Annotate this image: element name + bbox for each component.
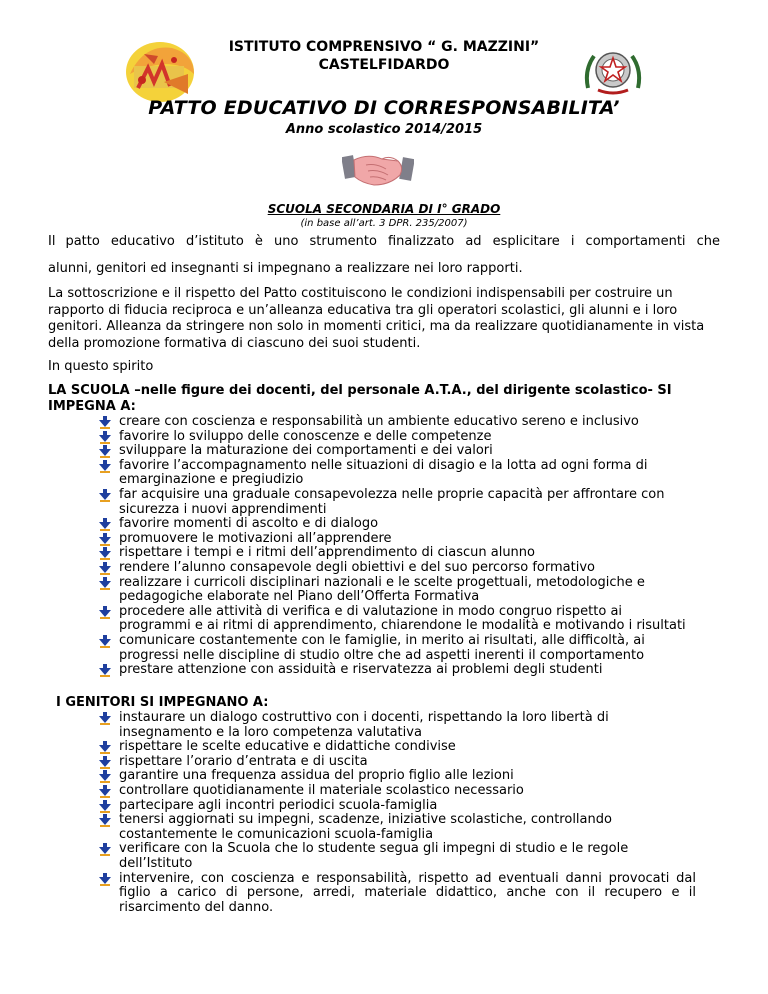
arrow-bullet-icon [99, 635, 111, 648]
arrow-bullet-icon [99, 712, 111, 725]
italian-republic-emblem-icon [582, 44, 644, 96]
arrow-bullet-icon [99, 489, 111, 502]
school-town: CASTELFIDARDO [318, 57, 450, 73]
list-item: promuovere le motivazioni all’apprendere [96, 532, 696, 547]
list-item: far acquisire una graduale consapevolezza nelle proprie capacità per affrontare con sicurezza i nuovi apprendimenti [96, 488, 696, 517]
arrow-bullet-icon [99, 770, 111, 783]
list-item: prestare attenzione con assiduità e riservatezza ai problemi degli studenti [96, 663, 696, 678]
arrow-bullet-icon [99, 547, 111, 560]
arrow-bullet-icon [99, 518, 111, 531]
list-item: rendere l’alunno consapevole degli obiettivi e del suo percorso formativo [96, 561, 696, 576]
list-item: creare con coscienza e responsabilità un ambiente educativo sereno e inclusivo [96, 415, 696, 430]
arrow-bullet-icon [99, 800, 111, 813]
school-level: SCUOLA SECONDARIA DI I° GRADO [267, 202, 501, 216]
spirit-line: In questo spirito [48, 359, 154, 374]
arrow-bullet-icon [99, 741, 111, 754]
list-item: favorire l’accompagnamento nelle situazioni di disagio e la lotta ad ogni forma di emarginazione e pregiudizio [96, 459, 696, 488]
list-item: garantire una frequenza assidua del proprio figlio alle lezioni [96, 769, 696, 784]
list-item: controllare quotidianamente il materiale scolastico necessario [96, 784, 696, 799]
list-item: tenersi aggiornati su impegni, scadenze, iniziative scolastiche, controllando costantemente le comunicazioni scuola-famiglia [96, 813, 696, 842]
list-item: sviluppare la maturazione dei comportamenti e dei valori [96, 444, 696, 459]
arrow-bullet-icon [99, 814, 111, 827]
list-item: rispettare le scelte educative e didattiche condivise [96, 740, 696, 755]
arrow-bullet-icon [99, 533, 111, 546]
arrow-bullet-icon [99, 416, 111, 429]
list-item: intervenire, con coscienza e responsabilità, rispetto ad eventuali danni provocati dal figlio a carico di persone, arredi, materiale didattico, anche con il recupero e il risarcimento del danno. [96, 872, 696, 916]
arrow-bullet-icon [99, 460, 111, 473]
arrow-bullet-icon [99, 445, 111, 458]
law-reference: (in base all’art. 3 DPR. 235/2007) [300, 218, 468, 229]
arrow-bullet-icon [99, 873, 111, 886]
arrow-bullet-icon [99, 431, 111, 444]
arrow-bullet-icon [99, 606, 111, 619]
school-section-heading: LA SCUOLA –nelle figure dei docenti, del personale A.T.A., del dirigente scolastico- SI IMPEGNA A: [48, 383, 672, 414]
arrow-bullet-icon [99, 664, 111, 677]
arrow-bullet-icon [99, 756, 111, 769]
list-item: favorire lo sviluppo delle conoscenze e delle competenze [96, 430, 696, 445]
arrow-bullet-icon [99, 785, 111, 798]
list-item: comunicare costantemente con le famiglie, in merito ai risultati, alle difficoltà, ai progressi nelle discipline di studio oltre che ad aspetti inerenti il comportamento [96, 634, 696, 663]
parents-section-heading: I GENITORI SI IMPEGNANO A: [56, 695, 269, 710]
document-title: PATTO EDUCATIVO DI CORRESPONSABILITA’ [148, 97, 620, 119]
list-item: realizzare i curricoli disciplinari nazionali e le scelte progettuali, metodologiche e pedagogiche elaborate nel Piano dell’Offerta Formativa [96, 576, 696, 605]
school-commitments-list [96, 415, 696, 678]
list-item: rispettare i tempi e i ritmi dell’apprendimento di ciascun alunno [96, 546, 696, 561]
arrow-bullet-icon [99, 843, 111, 856]
arrow-bullet-icon [99, 562, 111, 575]
parents-commitments-list [96, 711, 696, 915]
school-year: Anno scolastico 2014/2015 [285, 122, 483, 137]
intro-paragraph: La sottoscrizione e il rispetto del Patto costituiscono le condizioni indispensabili per costruire un rapporto di fiducia reciproca e un’alleanza educativa tra gli operatori scolastici, gli alunni e i loro genitori. Alleanza da stringere non solo in momenti critici, ma da realizzare quotidianamente in vista della promozione formativa di ciascuno dei suoi studenti. [48, 286, 705, 351]
handshake-icon [342, 147, 414, 191]
arrow-bullet-icon [99, 577, 111, 590]
list-item: instaurare un dialogo costruttivo con i docenti, rispettando la loro libertà di insegnamento e la loro competenza valutativa [96, 711, 696, 740]
list-item: favorire momenti di ascolto e di dialogo [96, 517, 696, 532]
intro-line-1: Il patto educativo d’istituto è uno strumento finalizzato ad esplicitare i comportamenti che [48, 234, 720, 249]
list-item: procedere alle attività di verifica e di valutazione in modo congruo rispetto ai programmi e ai ritmi di apprendimento, chiarendone le modalità e motivando i risultati [96, 605, 696, 634]
school-name: ISTITUTO COMPRENSIVO “ G. MAZZINI” [228, 39, 540, 55]
intro-line-2: alunni, genitori ed insegnanti si impegnano a realizzare nei loro rapporti. [48, 261, 523, 276]
list-item: verificare con la Scuola che lo studente segua gli impegni di studio e le regole dell’Istituto [96, 842, 696, 871]
list-item: rispettare l’orario d’entrata e di uscita [96, 755, 696, 770]
list-item: partecipare agli incontri periodici scuola-famiglia [96, 799, 696, 814]
